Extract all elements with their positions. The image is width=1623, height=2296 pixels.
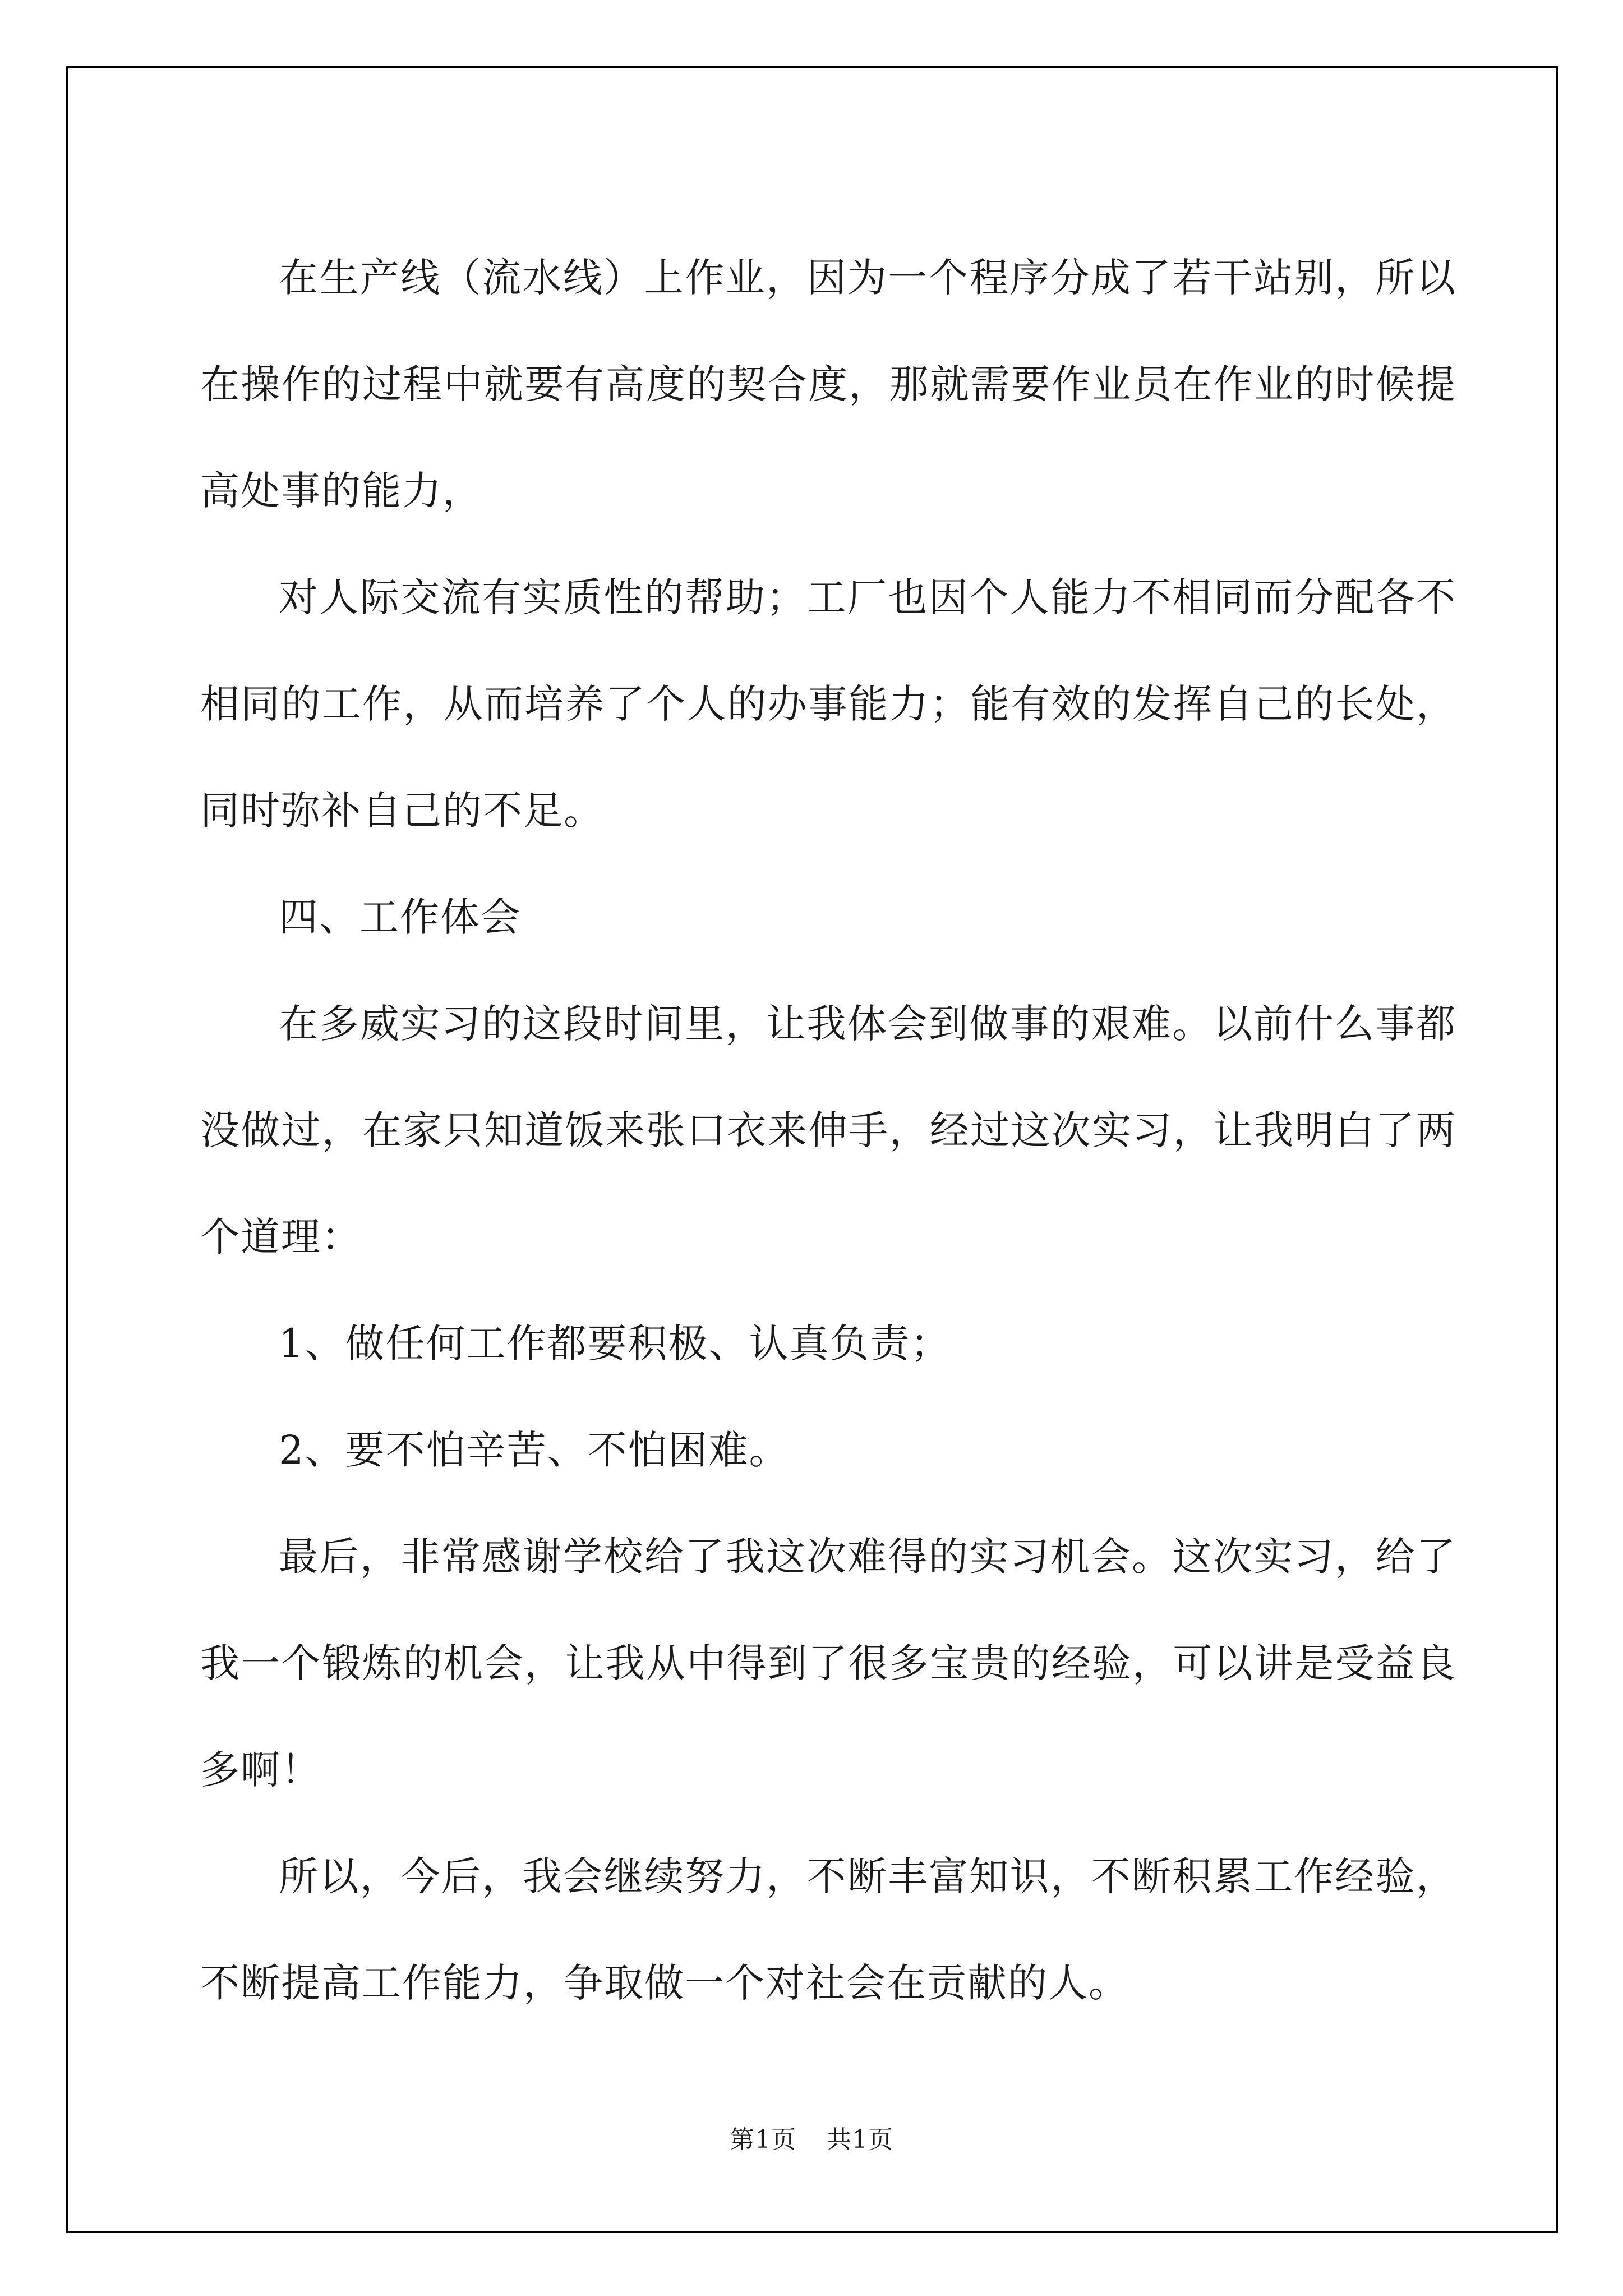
paragraph: 最后，非常感谢学校给了我这次难得的实习机会。这次实习，给了我一个锻炼的机会，让我从中得到了很多宝贵的经验，可以讲是受益良多啊！ <box>200 1534 1456 1793</box>
document-body <box>200 224 1456 2036</box>
page-number-total: 共1页 <box>827 2125 893 2154</box>
paragraph: 在生产线（流水线）上作业，因为一个程序分成了若干站别，所以在操作的过程中就要有高度的契合度，那就需要作业员在作业的时候提高处事的能力， <box>200 255 1456 514</box>
page-footer <box>0 2123 1623 2157</box>
paragraph: 在多威实习的这段时间里，让我体会到做事的艰难。以前什么事都没做过，在家只知道饭来张口衣来伸手，经过这次实习，让我明白了两个道理： <box>200 1001 1456 1260</box>
paragraph: 对人际交流有实质性的帮助；工厂也因个人能力不相同而分配各不相同的工作，从而培养了个人的办事能力；能有效的发挥自己的长处，同时弥补自己的不足。 <box>200 574 1456 834</box>
page-number-current: 第1页 <box>730 2125 796 2154</box>
list-item: 1、做任何工作都要积极、认真负责； <box>279 1320 951 1366</box>
paragraph: 所以，今后，我会继续努力，不断丰富知识，不断积累工作经验，不断提高工作能力，争取做一个对社会在贡献的人。 <box>200 1853 1456 2006</box>
list-item: 2、要不怕辛苦、不怕困难。 <box>279 1427 790 1473</box>
section-heading: 四、工作体会 <box>279 894 521 940</box>
